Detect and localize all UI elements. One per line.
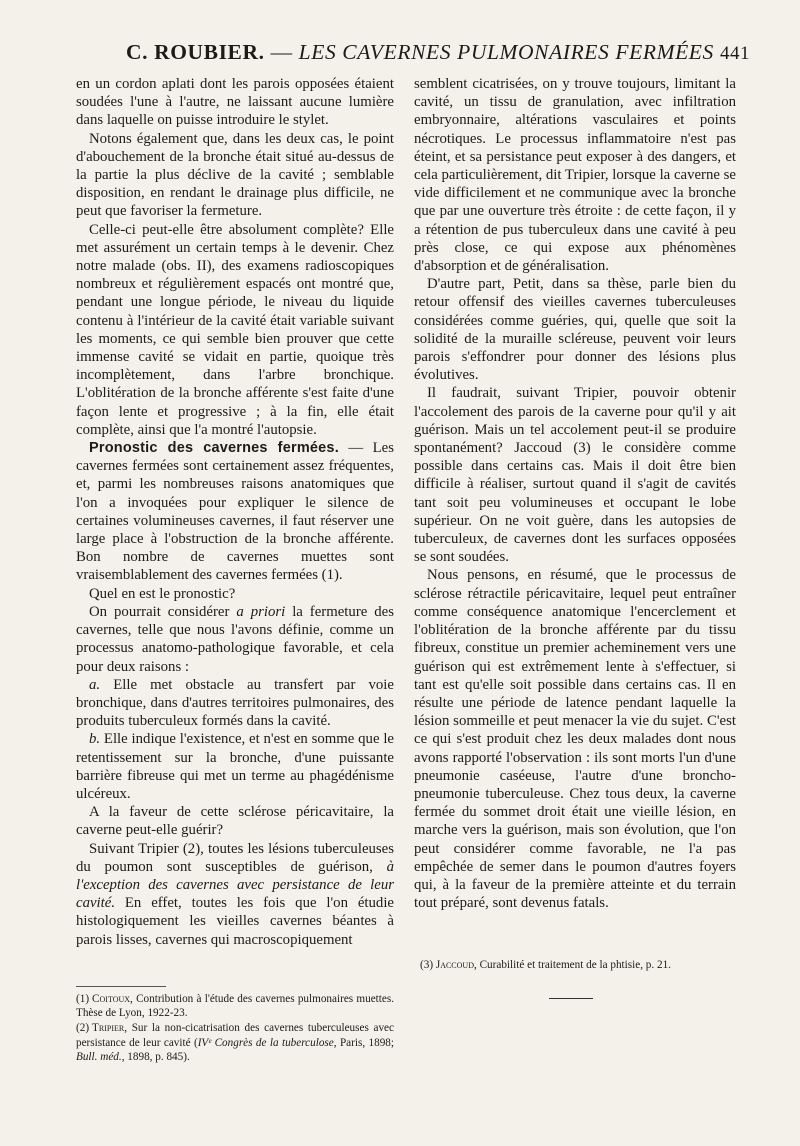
footnote-rule	[76, 986, 166, 987]
italic-term: a priori	[236, 603, 286, 620]
footnote-number: (2)	[76, 1022, 90, 1035]
paragraph	[76, 840, 394, 949]
paragraph: A la faveur de cette sclérose péricavitaire, la caverne peut-elle guérir?	[76, 804, 394, 839]
page-number: 441	[720, 43, 750, 64]
paragraph: D'autre part, Petit, dans sa thèse, parle bien du retour offensif des vieilles cavernes tuberculeuses considérées comme guéries, qui, quelle que soit la solidité de la muraille scléreuse, peuvent voir leurs parois s'effondrer pour donner des lésions plus évolutives.	[414, 276, 736, 384]
paragraph-text: la fermeture des cavernes, telle que nous l'avons définie, comme un processus anatomo-pathologique favorable, et cela pour deux raisons :	[76, 603, 394, 675]
list-item-text: Elle indique l'existence, et n'est en somme que le retentissement sur la bronche, d'une puissante barrière fibreuse qui met un terme au phagédénisme ulcéreux.	[76, 731, 394, 802]
italic-quote: à l'exception des cavernes avec persistance de leur cavité.	[76, 858, 394, 912]
footnote-text: , Sur la non-cicatrisation des cavernes tuberculeuses avec persistance de leur cavité (	[76, 1022, 394, 1049]
paragraph	[76, 603, 394, 676]
paragraph: Celle-ci peut-elle être absolument complète? Elle met assurément un certain temps à le devenir. Chez notre malade (obs. II), des examens radioscopiques nombreux et régulièrement espacés ont montré que, pendant une longue période, le niveau du liquide contenu à l'intérieur de la cavité était variable suivant les moments, ce qui semble bien prouver que cette immense cavité se vidait en partie, quoique très incomplètement, dans l'arbre bronchique. L'oblitération de la bronche afférente s'est faite d'une façon lente et progressive ; à la fin, elle était complète, ainsi que l'a montré l'autopsie.	[76, 221, 394, 438]
list-item-b	[76, 730, 394, 803]
right-column	[414, 75, 736, 912]
footnote-1	[76, 992, 394, 1020]
paragraph-prognosis	[76, 439, 394, 585]
footnote-text: , Contribution à l'étude des cavernes pulmonaires muettes. Thèse de Lyon, 1922-23.	[76, 993, 394, 1020]
footnote-author: Jaccoud	[435, 959, 474, 971]
footnote-italic: IVᵉ Congrès de la tuberculose	[197, 1036, 334, 1049]
footnote-2	[76, 1021, 394, 1064]
footnote-number: (3)	[420, 959, 434, 971]
paragraph-text: On pourrait considérer	[89, 603, 237, 620]
paragraph: Il faudrait, suivant Tripier, pouvoir obtenir l'accolement des parois de la caverne pour qu'il y ait guérison. Mais un tel accolement peut-il se produire spontanément? Jaccoud (3) le considère comme possible dans certains cas. Mais il doit être bien difficile à réaliser, surtout quand il s'agit de cavités tant soit peu volumineuses et occupant le lobe supérieur. On ne voit guère, dans les autopsies de tuberculeux, de cavernes dont les surfaces opposées se sont soudées.	[414, 385, 736, 566]
footnote-text: , 1898, p. 845).	[121, 1050, 190, 1063]
header-author: C. ROUBIER.	[126, 40, 265, 64]
paragraph-text: — Les cavernes fermées sont certainement assez fréquentes, et, parmi les nombreuses raisons anatomiques que l'on a invoquées pour expliquer le silence de certaines volumineuses cavernes, il faut réserver une large place à l'obstruction de la bronche afférente. Bon nombre de cavernes muettes sont vraisemblablement des cavernes fermées (1).	[76, 440, 394, 584]
header-title	[126, 40, 714, 65]
end-rule	[549, 998, 593, 999]
header-separator: —	[264, 40, 299, 64]
footnotes	[76, 992, 394, 1065]
left-column	[76, 75, 394, 949]
list-item-a	[76, 676, 394, 731]
footnote-text: , Paris, 1898;	[333, 1036, 395, 1049]
footnote-author: Tripier	[92, 1022, 125, 1035]
header-article-title: LES CAVERNES PULMONAIRES FERMÉES	[298, 40, 714, 64]
list-marker: a.	[89, 676, 101, 693]
paragraph-text: Suivant Tripier (2), toutes les lésions tuberculeuses du poumon sont susceptibles de guérison,	[76, 840, 394, 875]
footnote-text: , Curabilité et traitement de la phtisie, p. 21.	[473, 959, 671, 971]
list-marker: b.	[89, 731, 101, 748]
paragraph: Nous pensons, en résumé, que le processus de sclérose rétractile péricavitaire, lequel peut entraîner comme conséquence anatomique l'encerclement et l'oblitération de la bronche afférente par du tissu fibreux, constitue un premier acheminement vers une guérison qui est extrêmement lente à s'effectuer, si tant est qu'elle soit possible dans certains cas. Il en résulte une période de latence pendant laquelle la lésion sommeille et peut menacer la vie du sujet. C'est ce qui s'est produit chez les deux malades dont nous avons rapporté l'observation : ils sont morts l'un d'une pneumonie caséeuse, l'autre d'une broncho-pneumonie tuberculeuse. Chez tous deux, la caverne fermée du sommet droit était une vieille lésion, en marche vers la guérison, mais son évolution, que l'on peut considérer comme favorable, ne l'a pas empêchée de semer dans le poumon d'autres foyers qui, à la faveur de la première atteinte et du terrain tout préparé, sont devenus fatals.	[414, 567, 736, 912]
paragraph: semblent cicatrisées, on y trouve toujours, limitant la cavité, un tissu de granulation, avec infiltration embryonnaire, altérations vasculaires et points nécrotiques. Le processus inflammatoire n'est pas éteint, et sa persistance peut exposer à des dangers, et cela particulièrement, dit Tripier, lorsque la caverne se vide difficilement et ne communique avec la bronche que par une ouverture très étroite : de cette façon, il y a rétention de pus tuberculeux dans une cavité à peu près close, ce qui expose aux phénomènes d'absorption et de généralisation.	[414, 76, 736, 275]
section-heading: Pronostic des cavernes fermées.	[89, 440, 339, 457]
running-header	[70, 40, 750, 72]
paragraph: Quel en est le pronostic?	[89, 585, 236, 602]
paragraph: en un cordon aplati dont les parois opposées étaient soudées l'une à l'autre, ne laissant aucune lumière dans laquelle on puisse introduire le stylet.	[76, 76, 394, 129]
footnote-3	[420, 958, 736, 972]
list-item-text: Elle met obstacle au transfert par voie bronchique, dans d'autres territoires pulmonaires, des produits tuberculeux formés dans la cavité.	[76, 676, 394, 730]
footnote-author: Coitoux	[92, 993, 131, 1005]
paragraph: Notons également que, dans les deux cas, le point d'abouchement de la bronche était situé au-dessus de la partie la plus déclive de la cavité ; semblable disposition, en rendant le drainage plus difficile, ne peut que favoriser la fermeture.	[76, 130, 394, 220]
footnote-italic: Bull. méd.	[76, 1050, 122, 1063]
footnote-number: (1)	[76, 993, 90, 1005]
paragraph-text: En effet, toutes les fois que l'on étudie histologiquement les vieilles cavernes béantes à parois lisses, cavernes qui macroscopiquement	[76, 895, 394, 948]
